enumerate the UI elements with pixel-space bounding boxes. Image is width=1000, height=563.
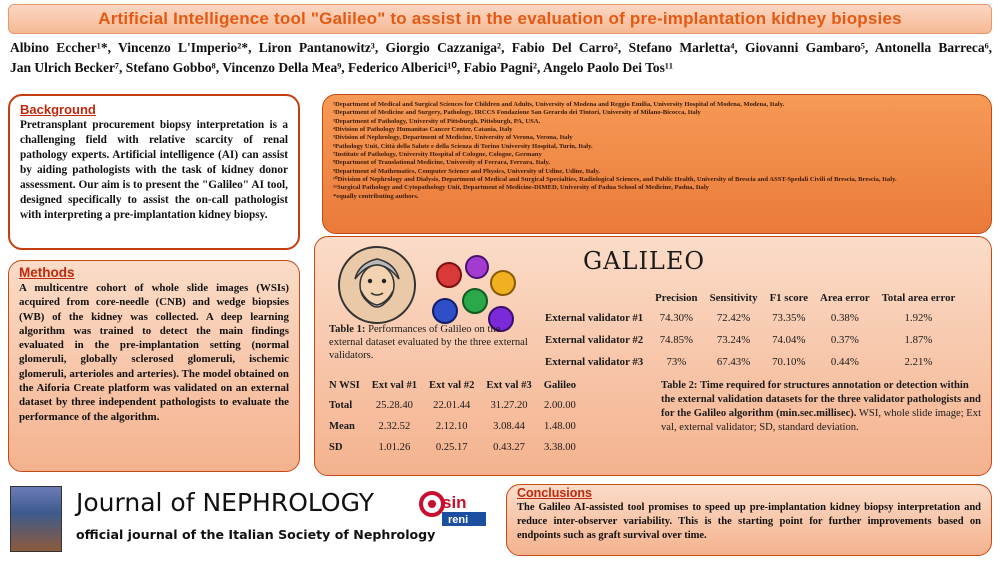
affiliation-item: ⁵Division of Nephrology, Department of Medicine, University of Verona, Verona, Italy	[333, 134, 573, 142]
table-row	[545, 307, 961, 329]
author-name: Vincenzo Della Mea⁹,	[222, 60, 345, 75]
table2-row-label: Mean	[329, 421, 355, 432]
author-name: Fabio Del Carro²,	[511, 40, 622, 55]
author-name: Liron Pantanowitz³,	[258, 40, 379, 55]
table2-caption-label: Table 2:	[661, 380, 698, 391]
table2-corner: N WSI	[329, 379, 360, 391]
performance-table	[545, 289, 961, 373]
table2-cell: 2.00.00	[544, 400, 576, 411]
table1-cell: 0.37%	[830, 334, 859, 346]
author-name: Vincenzo L'Imperio²*,	[118, 40, 252, 55]
background-panel	[8, 94, 300, 250]
timing-table	[329, 375, 582, 458]
table1-row-label: External validator #2	[545, 334, 644, 346]
conclusions-heading: Conclusions	[517, 486, 593, 500]
journal-subtitle: official journal of the Italian Society of Nephrology	[76, 527, 436, 542]
methods-panel	[8, 260, 300, 472]
table-row	[329, 437, 582, 458]
table1-cell: 74.04%	[772, 334, 806, 346]
table1-corner	[545, 289, 649, 307]
table1-cell: 73.35%	[772, 312, 806, 324]
table2-cell: 1.01.26	[378, 442, 411, 453]
table1-caption	[329, 323, 529, 362]
author-list	[10, 38, 992, 88]
table-row	[545, 329, 961, 351]
affiliation-item: ⁸Department of Translational Medicine, University of Ferrara, Ferrara, Italy.	[333, 159, 551, 167]
table2-row-label: Total	[329, 400, 353, 411]
table-row	[329, 416, 582, 437]
table2-header: Ext val #1	[371, 379, 418, 391]
conclusions-panel	[506, 484, 992, 556]
table1-caption-label: Table 1:	[329, 324, 366, 335]
table2-header: Galileo	[543, 379, 577, 391]
affiliation-list	[333, 101, 981, 201]
table2-cell: 0.43.27	[493, 442, 525, 453]
author-name: Antonella Barreca⁶,	[874, 40, 993, 55]
author-name: Giorgio Cazzaniga²,	[385, 40, 505, 55]
author-name: Stefano Gobbo⁸,	[125, 60, 220, 75]
journal-block	[8, 480, 498, 556]
table1-cell: 73%	[666, 356, 687, 368]
journal-title: Journal of NEPHROLOGY	[76, 488, 374, 517]
author-name: Albino Eccher¹*,	[10, 40, 111, 55]
affiliation-item: ⁴Division of Pathology Humanitas Cancer Center, Catania, Italy	[333, 126, 513, 134]
poster-title: Artificial Intelligence tool "Galileo" to assist in the evaluation of pre-implantation kidney biopsies	[98, 9, 902, 28]
affiliation-item: ⁷Institute of Pathology, University Hospital of Cologne, Cologne, Germany	[333, 151, 542, 159]
table1-header: Sensitivity	[709, 292, 758, 304]
table1-cell: 0.38%	[830, 312, 859, 324]
background-text: Pretransplant procurement biopsy interpretation is a challenging field with relative scarcity of renal pathology experts. Artificial intelligence (AI) can assist by aiding pathologists with the task of kidney donor assessment. Our aim is to present the "Galileo" AI tool, designed specifically to assist the on-call pathologist with interpreting a pre-implantation kidney biopsy.	[20, 119, 288, 221]
conclusions-text: The Galileo AI-assisted tool promises to speed up pre-implantation kidney biopsy interpretation and reduce inter-observer variability. This is the starting point for further improvements based on endpoints such as graft survival over time.	[517, 502, 981, 541]
author-name: Federico Alberici¹⁰,	[348, 60, 461, 75]
sin-society-logo	[418, 484, 490, 532]
author-name: Fabio Pagni²,	[463, 60, 541, 75]
galileo-portrait-icon	[337, 245, 417, 325]
affiliation-item: ⁹Department of Mathematics, Computer Science and Physics, University of Udine, Udine, Italy.	[333, 167, 601, 175]
author-name: Stefano Marletta⁴,	[628, 40, 738, 55]
table1-cell: 70.10%	[772, 356, 806, 368]
table2-caption-bold: Time required for structures annotation or detection within the external validation datasets for the three validator pathologists and for the Galileo algorithm (min.sec.millisec).	[661, 380, 981, 419]
table2-caption-text: WSI, whole slide image; Ext val, external validator; SD, standard deviation.	[661, 408, 982, 433]
table2-cell: 2.12.10	[435, 421, 468, 432]
table1-cell: 72.42%	[716, 312, 751, 324]
galileo-title: GALILEO	[583, 247, 706, 275]
table1-header: F1 score	[769, 292, 809, 304]
affiliation-item: ³Department of Pathology, University of Pittsburgh, Pittsburgh, PA, USA.	[333, 117, 541, 125]
galileo-panel	[314, 236, 992, 476]
author-name: Jan Ulrich Becker⁷,	[10, 60, 123, 75]
table1-cell: 74.30%	[659, 312, 694, 324]
table2-header: Ext val #3	[486, 379, 532, 391]
table2-cell: 31.27.20	[490, 400, 528, 411]
table2-cell: 0.25.17	[435, 442, 468, 453]
methods-heading: Methods	[19, 265, 75, 280]
table1-cell: 67.43%	[716, 356, 751, 368]
table1-header: Precision	[655, 292, 698, 304]
table1-cell: 73.24%	[716, 334, 751, 346]
table2-cell: 2.32.52	[378, 421, 411, 432]
table1-cell: 0.44%	[830, 356, 859, 368]
table2-cell: 3.08.44	[493, 421, 525, 432]
table1-row-label: External validator #3	[545, 356, 644, 368]
author-name: Angelo Paolo Dei Tos¹¹	[543, 60, 674, 75]
table1-header: Total area error	[881, 292, 956, 304]
affiliation-item: *equally contributing authors.	[333, 192, 419, 200]
affiliation-item: ¹¹Surgical Pathology and Cytopathology Unit, Department of Medicine-DIMED, University of Padua School of Medicine, Padua, Italy	[333, 184, 709, 192]
table1-header: Area error	[820, 292, 870, 304]
affiliation-item: ⁶Pathology Unit, Città della Salute e della Scienza di Torino University Hospital, Turin, Italy.	[333, 142, 593, 150]
table2-caption	[661, 379, 983, 435]
table2-cell: 22.01.44	[433, 400, 471, 411]
table2-cell: 1.48.00	[544, 421, 576, 432]
table2-header: Ext val #2	[429, 379, 475, 391]
affiliation-item: ²Department of Medicine and Surgery, Pathology, IRCCS Fondazione San Gerardo dei Tintori, University of Milano-Bicocca, Italy	[333, 109, 701, 117]
affiliation-item: ¹Department of Medical and Surgical Sciences for Children and Adults, University of Modena and Reggio Emilia, University Hospital of Modena, Modena, Italy.	[333, 101, 785, 108]
table-row	[329, 395, 582, 416]
table1-row-label: External validator #1	[545, 312, 644, 324]
table1-cell: 74.85%	[659, 334, 694, 346]
title-bar	[8, 4, 992, 34]
table1-caption-text: Performances of Galileo on the external dataset evaluated by the three external validators.	[329, 324, 528, 361]
table2-cell: 3.38.00	[544, 442, 576, 453]
table2-row-label: SD	[329, 442, 343, 453]
background-heading: Background	[20, 102, 96, 117]
affiliation-item: ¹⁰Division of Nephrology and Dialysis, Department of Medical and Surgical Specialties, Radiological Sciences, and Public Health, University of Brescia and ASST-Spedali Civili of Brescia, Brescia, Italy.	[333, 176, 897, 184]
table1-cell: 1.92%	[904, 312, 933, 324]
logo-text-2: reni	[448, 514, 469, 526]
author-name: Giovanni Gambaro⁵,	[745, 40, 869, 55]
table1-cell: 2.21%	[904, 356, 933, 368]
methods-text: A multicentre cohort of whole slide images (WSIs) acquired from core-needle (CNB) and wedge biopsies (WB) of the kidney was collected. A deep learning algorithm was trained to detect the main findings evaluated in the pre-implantation setting (normal glomeruli, globally sclerosed glomeruli, ischemic glomeruli, arterioles and arteries). The model obtained on the Aiforia Create platform was validated on an external dataset by three independent pathologists to evaluate the performance of the algorithm.	[19, 282, 289, 423]
table2-cell: 25.28.40	[375, 400, 413, 411]
journal-cover-icon	[10, 486, 62, 552]
table1-cell: 1.87%	[904, 334, 933, 346]
table-row	[545, 351, 961, 373]
affiliations-panel	[322, 94, 992, 234]
logo-text: sin	[442, 493, 467, 512]
